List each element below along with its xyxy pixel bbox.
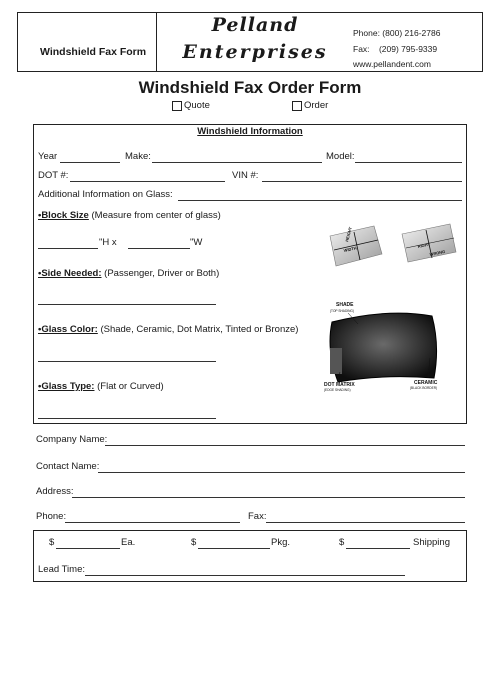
year-label: Year	[38, 151, 58, 162]
height-field[interactable]	[38, 248, 98, 249]
ceramic-sublabel: (BLACK BORDER)	[410, 386, 438, 390]
block-size-heading	[38, 210, 221, 221]
shipping-dollar: $	[339, 537, 345, 548]
side-needed-field[interactable]	[38, 304, 216, 305]
glass-color-diagram	[318, 300, 466, 396]
make-field[interactable]	[152, 162, 322, 163]
block-size-diagram	[322, 218, 462, 270]
glass-type-heading	[38, 381, 164, 392]
h-x-label: "H x	[99, 237, 117, 248]
dot-field[interactable]	[70, 181, 225, 182]
phone-field[interactable]	[65, 522, 240, 523]
year-field[interactable]	[60, 162, 120, 163]
glass-color-field[interactable]	[38, 361, 216, 362]
section-title: Windshield Information	[197, 126, 303, 137]
lead-time-label: Lead Time:	[38, 564, 85, 575]
side-needed-heading	[38, 268, 219, 279]
width-field[interactable]	[128, 248, 190, 249]
order-label: Order	[304, 100, 329, 111]
address-label: Address:	[36, 486, 74, 497]
order-option[interactable]	[292, 100, 328, 111]
block-size-desc: (Measure from center of glass)	[88, 210, 221, 221]
header-divider	[156, 12, 157, 72]
height-diagram-label: HEIGHT	[344, 226, 353, 243]
glass-type-field[interactable]	[38, 418, 216, 419]
quote-checkbox[interactable]	[172, 101, 182, 111]
w-label: "W	[190, 237, 203, 248]
address-field[interactable]	[72, 497, 465, 498]
dot-matrix-swatch	[330, 348, 342, 374]
ea-dollar: $	[49, 537, 55, 548]
fax-field[interactable]	[266, 522, 465, 523]
ea-label: Ea.	[121, 537, 136, 548]
ceramic-label: CERAMIC	[414, 380, 438, 386]
dot-label: DOT #:	[38, 170, 69, 181]
company-name-label: Company Name:	[36, 434, 108, 445]
quote-option[interactable]	[172, 100, 210, 111]
make-label: Make:	[125, 151, 151, 162]
contact-name-label: Contact Name:	[36, 461, 100, 472]
order-checkbox[interactable]	[292, 101, 302, 111]
pkg-dollar: $	[191, 537, 197, 548]
dot-matrix-sublabel: (EDGE SHADING)	[324, 388, 351, 392]
brand-logo-line1: Pelland	[211, 14, 299, 36]
glass-type-label: •Glass Type:	[38, 381, 95, 392]
lead-time-field[interactable]	[85, 575, 405, 576]
width-diagram-label: WIDTH	[343, 245, 358, 253]
pkg-price-field[interactable]	[198, 548, 270, 549]
right-diagram-label: RIGHT	[417, 241, 431, 249]
contact-fax: Fax: (209) 795-9339	[353, 44, 438, 54]
page-title: Windshield Fax Order Form	[138, 78, 362, 97]
glass-color-label: •Glass Color:	[38, 324, 98, 335]
side-needed-label: •Side Needed:	[38, 268, 102, 279]
shipping-label: Shipping	[413, 537, 450, 548]
ea-price-field[interactable]	[56, 548, 120, 549]
form-name: Windshield Fax Form	[40, 46, 147, 58]
shade-sublabel: (TOP SHADING)	[330, 309, 354, 313]
pkg-label: Pkg.	[271, 537, 291, 548]
contact-phone: Phone: (800) 216-2786	[353, 28, 441, 38]
contact-name-field[interactable]	[98, 472, 465, 473]
fax-label: Fax:	[248, 511, 267, 522]
dot-matrix-label: DOT MATRIX	[324, 382, 355, 388]
brand-logo-line2: Enterprises	[182, 41, 328, 63]
additional-label: Additional Information on Glass:	[38, 189, 173, 200]
shade-label: SHADE	[336, 302, 354, 308]
wrong-diagram-label: WRONG	[429, 248, 446, 257]
additional-field[interactable]	[178, 200, 462, 201]
model-field[interactable]	[355, 162, 462, 163]
phone-label: Phone:	[36, 511, 67, 522]
vin-label: VIN #:	[232, 170, 259, 181]
contact-website: www.pellandent.com	[353, 59, 431, 69]
glass-color-desc: (Shade, Ceramic, Dot Matrix, Tinted or Bronze)	[97, 324, 299, 335]
shipping-price-field[interactable]	[346, 548, 410, 549]
glass-type-desc: (Flat or Curved)	[94, 381, 164, 392]
quote-label: Quote	[184, 100, 210, 111]
company-name-field[interactable]	[105, 445, 465, 446]
block-size-label: •Block Size	[38, 210, 89, 221]
side-needed-desc: (Passenger, Driver or Both)	[101, 268, 220, 279]
model-label: Model:	[326, 151, 355, 162]
vin-field[interactable]	[262, 181, 462, 182]
glass-color-heading	[38, 324, 298, 335]
windshield-image	[330, 313, 437, 382]
